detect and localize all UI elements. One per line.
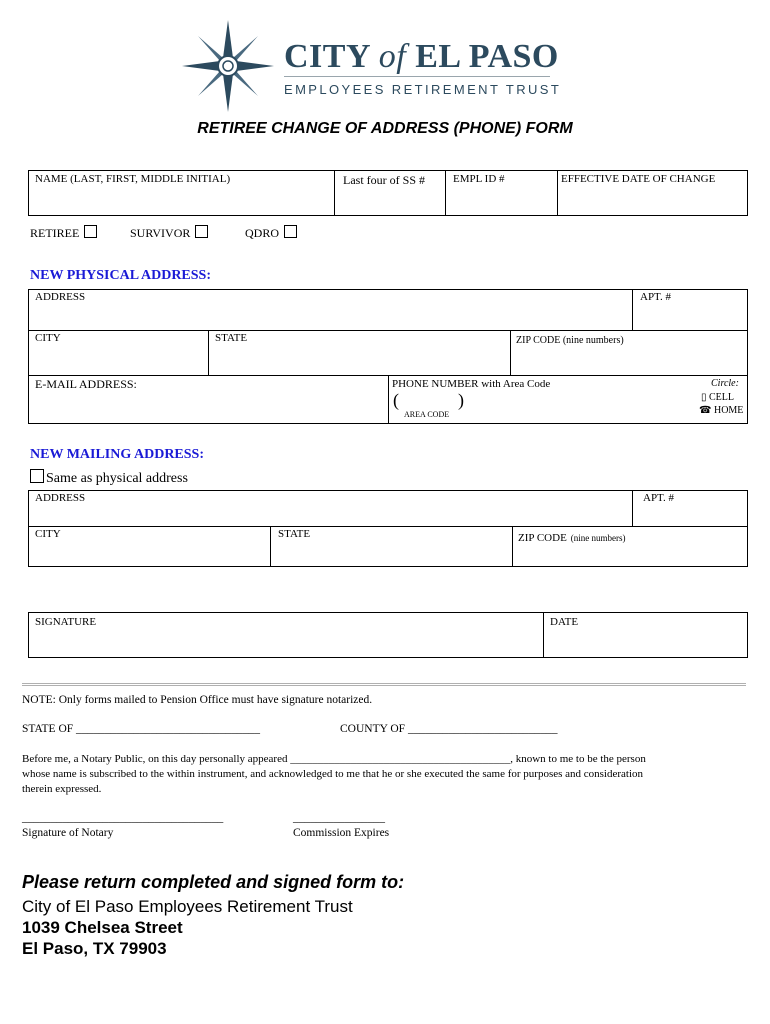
logo xyxy=(180,18,560,113)
cell-phone-icon: ▯ xyxy=(701,392,707,403)
mailing-zip-label: ZIP CODE xyxy=(518,532,567,544)
effective-date-field[interactable]: EFFECTIVE DATE OF CHANGE xyxy=(561,173,716,185)
mailing-address-field[interactable]: ADDRESS xyxy=(35,492,86,504)
retiree-checkbox[interactable] xyxy=(84,225,97,238)
logo-city: CITY xyxy=(284,38,370,75)
physical-state-field[interactable]: STATE xyxy=(215,332,248,344)
logo-subtitle: EMPLOYEES RETIREMENT TRUST xyxy=(284,82,562,97)
cell-label: CELL xyxy=(709,392,735,403)
mailing-zip-note: (nine numbers) xyxy=(570,533,626,543)
mailing-city-field[interactable]: CITY xyxy=(35,528,61,540)
mailing-heading: NEW MAILING ADDRESS: xyxy=(30,447,204,462)
qdro-label: QDRO xyxy=(245,226,280,240)
same-as-physical-option[interactable] xyxy=(30,469,188,487)
return-heading: Please return completed and signed form to: xyxy=(22,872,405,892)
empl-id-field[interactable]: EMPL ID # xyxy=(453,173,505,185)
return-street: 1039 Chelsea Street xyxy=(22,918,183,937)
return-org: City of El Paso Employees Retirement Trust xyxy=(22,897,353,916)
physical-city-field[interactable]: CITY xyxy=(35,332,61,344)
notary-line-3: therein expressed. xyxy=(22,783,102,795)
compass-star-icon xyxy=(180,18,276,114)
logo-elpaso: EL PASO xyxy=(415,38,559,75)
name-field[interactable]: NAME (LAST, FIRST, MIDDLE INITIAL) xyxy=(35,173,231,185)
county-of-line[interactable]: COUNTY OF __________________________ xyxy=(340,723,558,735)
cell-option[interactable] xyxy=(701,392,734,403)
phone-field[interactable]: PHONE NUMBER with Area Code xyxy=(392,378,551,390)
dashed-separator xyxy=(22,683,746,686)
signature-date-field[interactable]: DATE xyxy=(550,616,579,628)
state-of-line[interactable]: STATE OF ________________________________ xyxy=(22,723,261,735)
phone-paren-close: ) xyxy=(458,390,464,410)
area-code-label: AREA CODE xyxy=(404,410,450,419)
qdro-option[interactable] xyxy=(245,225,297,241)
telephone-icon: ☎ xyxy=(699,405,712,416)
circle-label: Circle: xyxy=(711,378,739,389)
mailing-apt-field[interactable]: APT. # xyxy=(643,492,674,504)
mailing-zip-field[interactable] xyxy=(518,528,626,546)
commission-label: Commission Expires xyxy=(293,827,390,839)
commission-line[interactable]: ________________ xyxy=(293,812,385,824)
same-as-physical-label: Same as physical address xyxy=(46,471,188,486)
physical-heading: NEW PHYSICAL ADDRESS: xyxy=(30,268,212,283)
signature-field[interactable]: SIGNATURE xyxy=(35,616,97,628)
physical-address-field[interactable]: ADDRESS xyxy=(35,291,86,303)
home-label: HOME xyxy=(713,405,744,416)
physical-zip-field[interactable]: ZIP CODE (nine numbers) xyxy=(516,335,624,346)
form-title: RETIREE CHANGE OF ADDRESS (PHONE) FORM xyxy=(197,120,573,137)
notary-paragraph xyxy=(22,752,646,797)
retiree-option[interactable] xyxy=(30,225,97,241)
retiree-label: RETIREE xyxy=(30,226,80,240)
return-city: El Paso, TX 79903 xyxy=(22,939,167,958)
mailing-state-field[interactable]: STATE xyxy=(278,528,311,540)
mailing-address-box xyxy=(28,490,748,567)
phone-paren-open: ( xyxy=(393,390,399,410)
notary-signature-line[interactable]: ___________________________________ xyxy=(22,812,224,824)
notary-line-2: whose name is subscribed to the within instrument, and acknowledged to me that he or she executed the same for purposes and consideration xyxy=(22,768,644,780)
ssn-field[interactable]: Last four of SS # xyxy=(343,173,425,187)
survivor-checkbox[interactable] xyxy=(195,225,208,238)
signature-box xyxy=(28,612,748,658)
physical-apt-field[interactable]: APT. # xyxy=(640,291,671,303)
notary-signature-label: Signature of Notary xyxy=(22,827,114,839)
email-field[interactable]: E-MAIL ADDRESS: xyxy=(35,377,137,391)
survivor-option[interactable] xyxy=(130,225,208,241)
same-as-physical-checkbox[interactable] xyxy=(30,469,44,483)
notary-note: NOTE: Only forms mailed to Pension Office must have signature notarized. xyxy=(22,694,373,706)
survivor-label: SURVIVOR xyxy=(130,226,191,240)
qdro-checkbox[interactable] xyxy=(284,225,297,238)
notary-line-1: Before me, a Notary Public, on this day personally appeared ________________________________________, known to me to be the person xyxy=(22,753,646,765)
logo-of: of xyxy=(378,38,407,75)
home-option[interactable] xyxy=(699,405,743,416)
